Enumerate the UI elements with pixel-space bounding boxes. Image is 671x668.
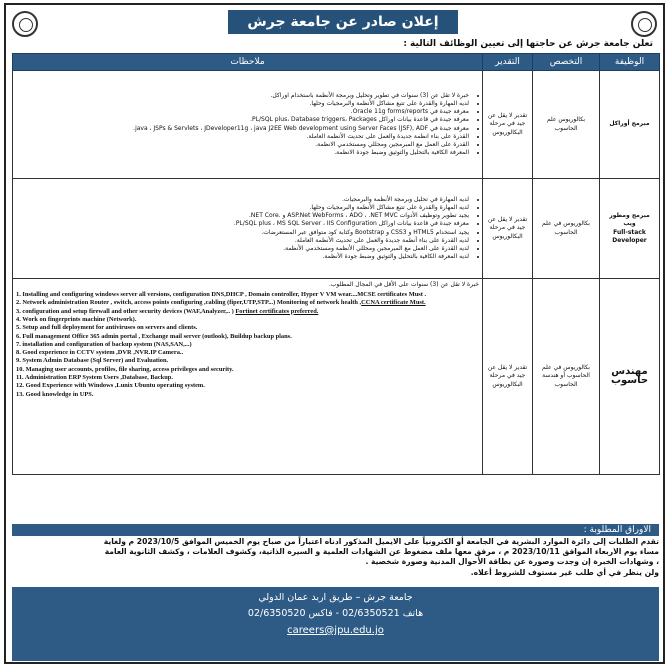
notes-cell (13, 179, 483, 279)
notes-cell (13, 279, 483, 475)
list-item: • معرفة جيدة في java ، JSPs & Servlets ، JDeveloper11g ، java J2EE Web development using Server Faces (JSF), ADF. (16, 125, 469, 133)
list-item: 12. Good Experience with Windows ,Lunix Ubuntu operating system. (16, 382, 205, 390)
list-item: 5. Setup and full deployment for antiviruses on servers and clients. (16, 324, 198, 332)
notes-cell (13, 71, 483, 179)
job-title: مبرمج أوراكل (600, 71, 660, 179)
announcement-sheet (4, 3, 665, 664)
list-item: • المعرفة الكافية بالتحليل والتوثيق وضبط جودة الانظمة. (16, 149, 469, 157)
requirements-list (16, 291, 479, 399)
list-item (16, 308, 479, 316)
notes-heading: خبرة لا تقل عن (3) سنوات على الأقل في المجال المطلوب. (328, 281, 479, 288)
column-header: ملاحظات (13, 54, 483, 71)
jobs-table (12, 53, 660, 475)
list-item: • يجيد تطوير وتوظيف الأدوات ASP.Net WebForms ، ADO ، .NET MVC و .NET Core. (16, 212, 469, 220)
list-item-text: 2. Network administration Router , switch, access points configuring ,cabling (fiper,UTP,STP...) Monitoring of network health , (16, 299, 362, 307)
job-title: مهندس حاسوب (600, 279, 660, 475)
phone-fax: هاتف 02/6350521 - فاكس 02/6350520 (247, 608, 424, 619)
list-item: • خبرة لا تقل عن (3) سنوات في تطوير وتحليل وبرمجة الأنظمة باستخدام اوراكل. (16, 92, 469, 100)
grade-requirement: تقدير لا يقل عن جيد في مرحلة البكالوريوس (483, 179, 533, 279)
job-title-line: مبرمج ومطور (609, 212, 650, 220)
list-item: 9. System Admin Database (Sql Server) and Evaluation. (16, 357, 169, 365)
specialization: بكالوريوس في علم الحاسوب (533, 179, 600, 279)
list-item: • لديه المهارة والقدرة على تتبع مشاكل الأنظمة والبرمجيات وحلها. (16, 100, 469, 108)
list-item: • لديه القدرة على العمل مع المبرمجين ومحللي الأنظمة ومستخدمي الأنظمة. (16, 245, 469, 253)
list-item: 7. installation and configuration of backup system (NAS,SAN,...) (16, 340, 192, 348)
documents-line: ، وشهادات الخبرة إن وجدت وصورة عن بطاقة الأحوال المدنية وصورة شخصية . (365, 557, 659, 567)
column-header: التخصص (533, 54, 600, 71)
table-row (13, 71, 660, 179)
list-item: • معرفة جيدة في قاعدة بيانات اوراكل PL/SQL plus، Database triggers، Packages. (16, 116, 469, 124)
grade-requirement: تقدير لا يقل عن جيد في مرحلة البكالوريوس (483, 71, 533, 179)
list-item: • القدرة على العمل مع المبرمجين ومحللي ومستخدمي الانظمة. (16, 141, 469, 149)
announcement-title: إعلان صادر عن جامعة جرش (228, 10, 458, 34)
contact-footer (12, 587, 659, 661)
list-item-text: 3. configuration and setup firewall and other security devices (WAF,Analyzer,.. ) (16, 307, 236, 315)
certificate-requirement: Fortinet certificates preferred. (235, 307, 319, 315)
specialization: بكالوريوس في علم الحاسوب أو هندسة الحاسوب (533, 279, 600, 475)
table-header-row (13, 54, 660, 71)
list-item: • لديه المهارة والقدرة على تتبع مشاكل الأنظمة والبرمجيات وحلها. (16, 204, 469, 212)
list-item: • القدرة على بناء انظمة جديدة والعمل على تحديث الأنظمة العاملة. (16, 133, 469, 141)
column-header: الوظيفة (600, 54, 660, 71)
list-item: 6. Full management Office 365 admin portal , Exchange mail server (outlook), Buildup backup plans. (16, 332, 292, 340)
grade-requirement: تقدير لا يقل عن جيد في مرحلة البكالوريوس (483, 279, 533, 475)
university-seal-icon (12, 11, 38, 37)
header (6, 5, 663, 49)
specialization: بكالوريوس علم الحاسوب (533, 71, 600, 179)
required-documents-heading: الاوراق المطلوبة : (12, 524, 659, 536)
list-item: • معرفة جيدة في Oracle 11g forms/reports. (16, 108, 469, 116)
list-item: 10. Managing user accounts, profiles, file sharing, access privileges and security. (16, 365, 234, 373)
list-item: 11. Administration ERP System Users ,Database, Backup. (16, 374, 173, 382)
list-item: • لديه المهارة في تحليل وبرمجة الأنظمة والبرمجيات. (16, 196, 469, 204)
list-item (16, 299, 479, 307)
required-documents-text (12, 537, 659, 578)
list-item: 1. Installing and configuring windows server all versions, configuration DNS,DHCP , Domain controller, Hyper V VM wear....MCSE certificates Must . (16, 291, 427, 299)
job-title-line: Full-stack (613, 228, 646, 236)
documents-line: تقدم الطلبات إلى دائرة الموارد البشرية في الجامعة أو الكترونياً على الايميل المذكور ادناه اعتباراً من صباح يوم الخميس الموافق 2023/10/5 م ولغاية (103, 537, 659, 546)
list-item: • لديه القدرة على بناء أنظمة جديدة والعمل على تحديث الأنظمة العاملة. (16, 237, 469, 245)
intro-text: تعلن جامعة جرش عن حاجتها إلى تعيين الوظائف التالية : (403, 39, 653, 49)
documents-line: مساء يوم الاربعاء الموافق 2023/10/11 م ، مرفق معها ملف مضغوط عن الشهادات العلمية و السيره الذاتية، وكشوف العلامات ، وكشف الثانوية العامة (104, 547, 659, 557)
list-item: • معرفة جيدة في قاعدة بيانات اوراكل PL/SQL plus ، MS SQL Server ، IIS Configuration. (16, 220, 469, 228)
documents-line: ولن ينظر في أي طلب غير مستوف للشروط أعلاه. (470, 567, 659, 577)
list-item: 4. Work on fingerprints machine (Network). (16, 315, 137, 323)
column-header: التقدير (483, 54, 533, 71)
email-link[interactable]: careers@jpu.edu.jo (287, 625, 384, 636)
notes-list (16, 196, 479, 261)
list-item: • لديه المعرفة الكافية بالتحليل والتوثيق وضبط جودة الأنظمة. (16, 253, 469, 261)
table-row (13, 179, 660, 279)
table-row (13, 279, 660, 475)
list-item: • يجيد استخدام HTML5 و CSS3 و Bootstrap وكتابة كود متوافق عبر المستعرضات. (16, 229, 469, 237)
job-title-line: ويب (623, 220, 636, 228)
address: جامعة جرش – طريق اربد عمان الدولي (258, 592, 413, 603)
job-title-line: Developer (612, 236, 647, 244)
certificate-requirement: CCNA certificate Must. (361, 299, 426, 307)
list-item: 8. Good experience in CCTV system ,DVR ,NVR.IP Camera.. (16, 349, 184, 357)
job-title (600, 179, 660, 279)
notes-list (16, 92, 479, 157)
university-seal-icon (631, 11, 657, 37)
list-item: 13. Good knowledge in UPS. (16, 390, 94, 398)
